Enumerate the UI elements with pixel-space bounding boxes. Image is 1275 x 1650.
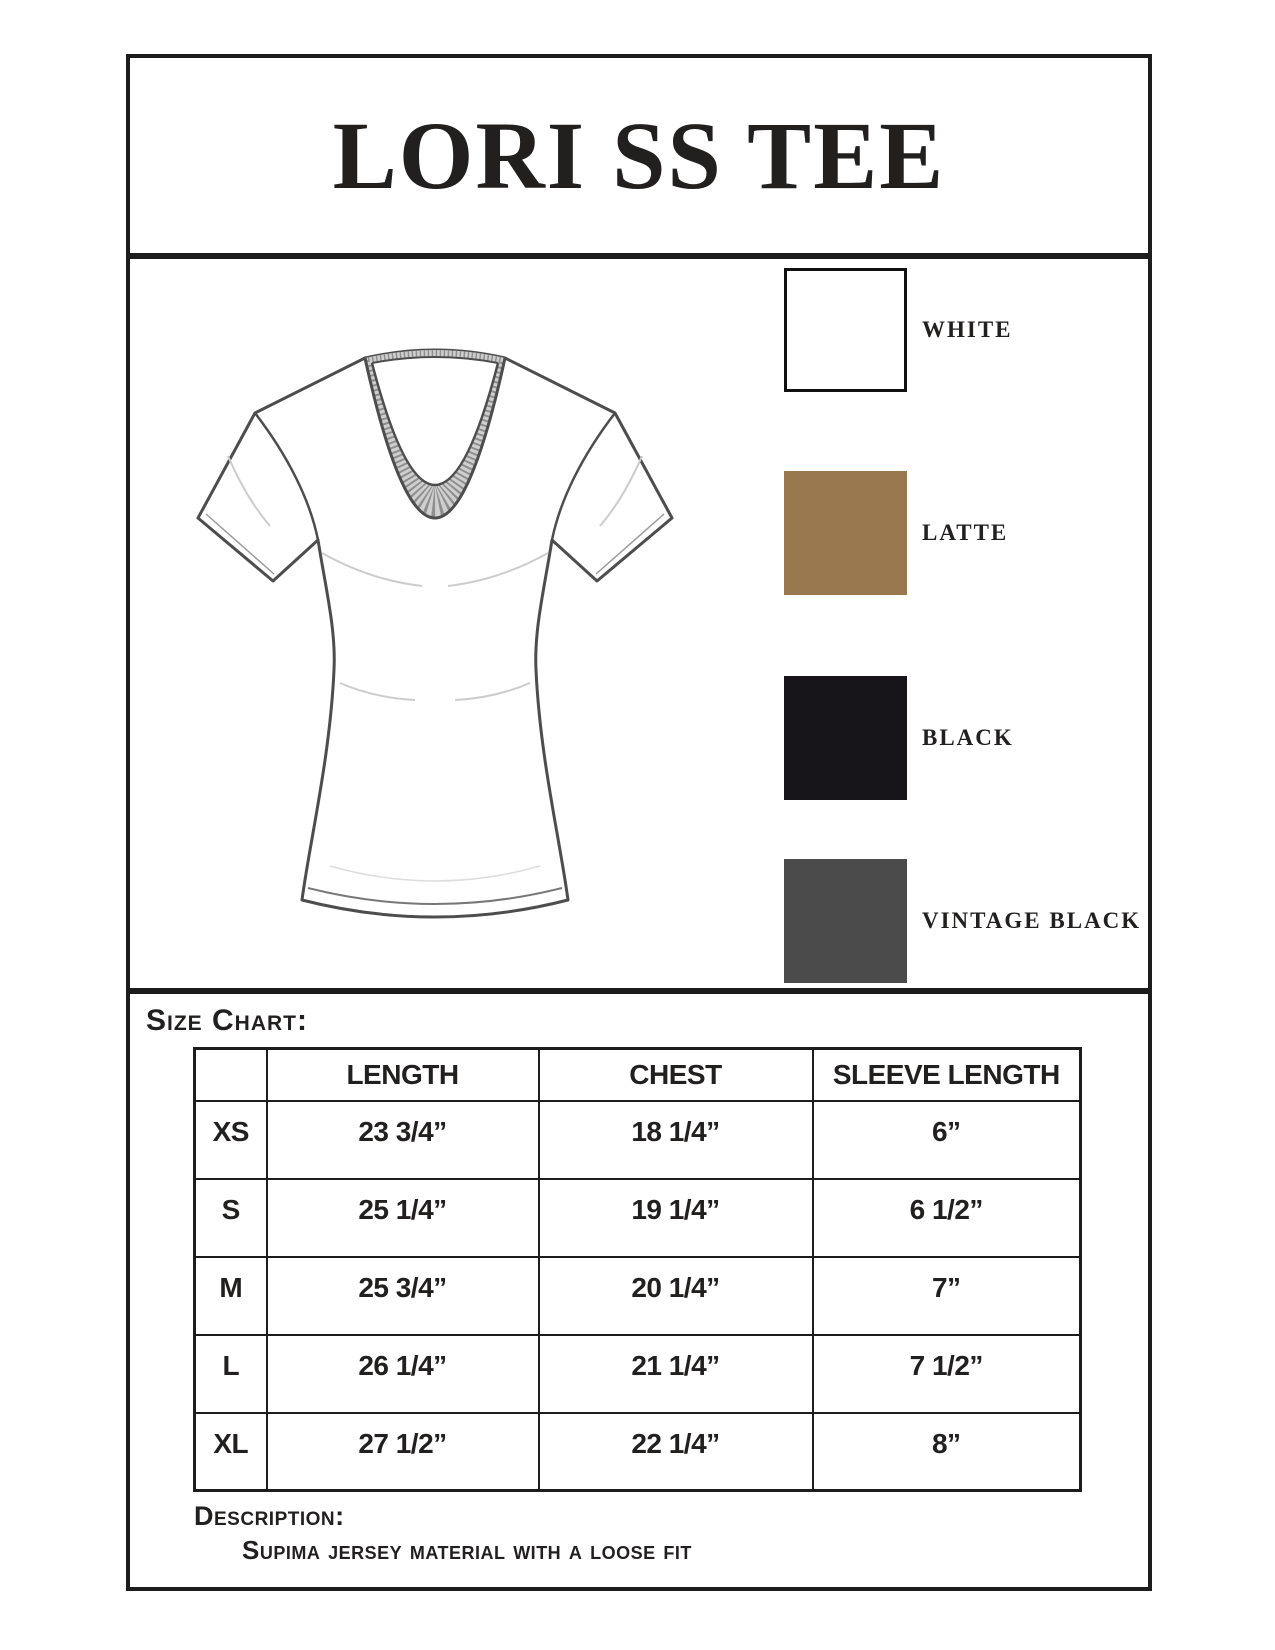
chest-cell: 21 1/4”	[539, 1335, 813, 1413]
sleeve-length-cell: 8”	[813, 1413, 1081, 1491]
chest-cell: 20 1/4”	[539, 1257, 813, 1335]
table-row	[195, 1179, 1081, 1257]
size-chart-heading: Size Chart:	[146, 1004, 308, 1037]
sleeve-length-cell: 6”	[813, 1101, 1081, 1179]
vintage-black-color-label: VINTAGE BLACK	[922, 908, 1142, 933]
length-cell: 26 1/4”	[267, 1335, 539, 1413]
length-cell: 23 3/4”	[267, 1101, 539, 1179]
black-color-label: BLACK	[922, 725, 1014, 750]
chest-cell: 19 1/4”	[539, 1179, 813, 1257]
latte-color-label: LATTE	[922, 520, 1009, 545]
white-color-label: WHITE	[922, 317, 1013, 342]
tee-flat-sketch-illustration	[170, 338, 700, 938]
size-cell: S	[195, 1179, 267, 1257]
size-cell: L	[195, 1335, 267, 1413]
chest-cell: 18 1/4”	[539, 1101, 813, 1179]
size-cell: XL	[195, 1413, 267, 1491]
black-color-swatch	[784, 676, 907, 800]
sleeve-length-cell: 7 1/2”	[813, 1335, 1081, 1413]
table-row	[195, 1257, 1081, 1335]
col-header-chest: CHEST	[539, 1049, 813, 1101]
chest-cell: 22 1/4”	[539, 1413, 813, 1491]
product-title: LORI SS TEE	[332, 102, 946, 209]
title-section	[130, 58, 1148, 253]
col-header-size	[195, 1049, 267, 1101]
section-divider-top	[130, 253, 1148, 259]
length-cell: 27 1/2”	[267, 1413, 539, 1491]
section-divider-bottom	[130, 988, 1148, 994]
sleeve-length-cell: 6 1/2”	[813, 1179, 1081, 1257]
colorway-row-white	[784, 268, 1144, 392]
size-chart-header-row	[195, 1049, 1081, 1101]
colorway-row-latte	[784, 471, 1144, 595]
length-cell: 25 1/4”	[267, 1179, 539, 1257]
table-row	[195, 1101, 1081, 1179]
length-cell: 25 3/4”	[267, 1257, 539, 1335]
table-row	[195, 1335, 1081, 1413]
size-chart-table	[193, 1047, 1082, 1492]
white-color-swatch	[784, 268, 907, 392]
colorway-row-vintage-black	[784, 859, 1144, 983]
spec-sheet-frame	[126, 54, 1152, 1591]
col-header-sleeve-length: SLEEVE LENGTH	[813, 1049, 1081, 1101]
table-row	[195, 1413, 1081, 1491]
vintage-black-color-swatch	[784, 859, 907, 983]
description-heading: Description:	[194, 1501, 345, 1531]
latte-color-swatch	[784, 471, 907, 595]
description-text: Supima jersey material with a loose fit	[242, 1535, 692, 1565]
sleeve-length-cell: 7”	[813, 1257, 1081, 1335]
col-header-length: LENGTH	[267, 1049, 539, 1101]
colorway-row-black	[784, 676, 1144, 800]
size-cell: M	[195, 1257, 267, 1335]
tee-body-outline	[198, 350, 672, 917]
size-cell: XS	[195, 1101, 267, 1179]
